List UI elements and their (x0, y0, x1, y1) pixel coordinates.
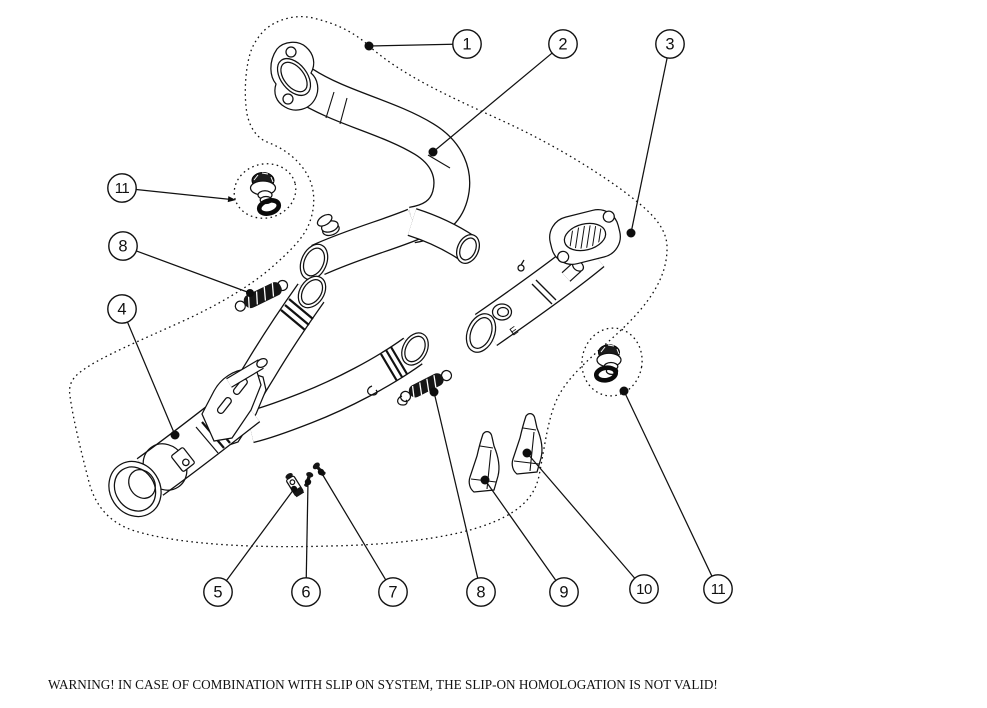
callout-number: 7 (388, 583, 398, 602)
header-flange-left (271, 42, 318, 110)
callout-number: 11 (710, 581, 726, 598)
leader-line (128, 322, 175, 435)
bracket-part-5 (284, 472, 305, 498)
callout-4 (108, 295, 180, 440)
callout-number: 4 (117, 300, 127, 319)
sensor-port (493, 304, 512, 320)
leader-dot (481, 476, 490, 485)
leader-dot (523, 449, 532, 458)
leader-dot (318, 469, 324, 475)
leader-line (624, 391, 712, 576)
callout-number: 8 (118, 237, 128, 256)
leader-line (433, 53, 552, 152)
callout-number: 3 (665, 35, 675, 54)
leader-line (136, 189, 230, 199)
leader-line (527, 453, 635, 578)
collector-assembly (99, 357, 269, 527)
callout-7 (318, 469, 407, 606)
callout-3 (627, 30, 685, 238)
spring-hook-tab (518, 260, 524, 271)
callout-8 (109, 232, 254, 297)
pipe-stamp-e: E (507, 324, 521, 339)
leader-line (485, 480, 556, 580)
leader-dot (430, 388, 439, 397)
callout-11 (108, 174, 236, 202)
leader-dot (627, 229, 636, 238)
warning-text: WARNING! IN CASE OF COMBINATION WITH SLIP ON SYSTEM, THE SLIP-ON HOMOLOGATION IS NOT VALID! (48, 677, 718, 692)
callout-6 (292, 479, 320, 606)
leader-line (369, 44, 453, 46)
callout-1 (365, 30, 482, 58)
flange-nut-oring-left (251, 173, 281, 216)
leader-dot (171, 431, 180, 440)
callout-5 (204, 486, 297, 606)
leader-dot (365, 42, 374, 51)
header-pipe-right (461, 205, 625, 356)
callout-10 (523, 449, 659, 604)
callout-number: 10 (636, 581, 652, 598)
o-ring (595, 366, 616, 382)
leader-dot (429, 148, 438, 157)
leader-dot (246, 289, 254, 297)
callout-number: 6 (301, 583, 311, 602)
leader-line (306, 482, 308, 578)
callout-number: 9 (559, 583, 569, 602)
callout-number: 2 (558, 35, 568, 54)
leader-line (136, 251, 250, 293)
sensor-bung (314, 211, 340, 239)
callout-number: 11 (114, 180, 130, 197)
leader-dot (620, 387, 629, 396)
header-pipe-left (271, 42, 484, 284)
leader-line (631, 58, 667, 233)
leader-line (226, 489, 294, 581)
flange-nut-oring-right (595, 345, 621, 382)
leader-line (321, 472, 386, 580)
callout-number: 5 (213, 583, 223, 602)
callout-11 (620, 387, 733, 604)
callout-2 (429, 30, 578, 157)
leader-dot (305, 479, 311, 485)
callout-8 (430, 388, 496, 607)
callout-number: 8 (476, 583, 486, 602)
leader-dot (291, 486, 297, 492)
callout-number: 1 (462, 35, 472, 54)
